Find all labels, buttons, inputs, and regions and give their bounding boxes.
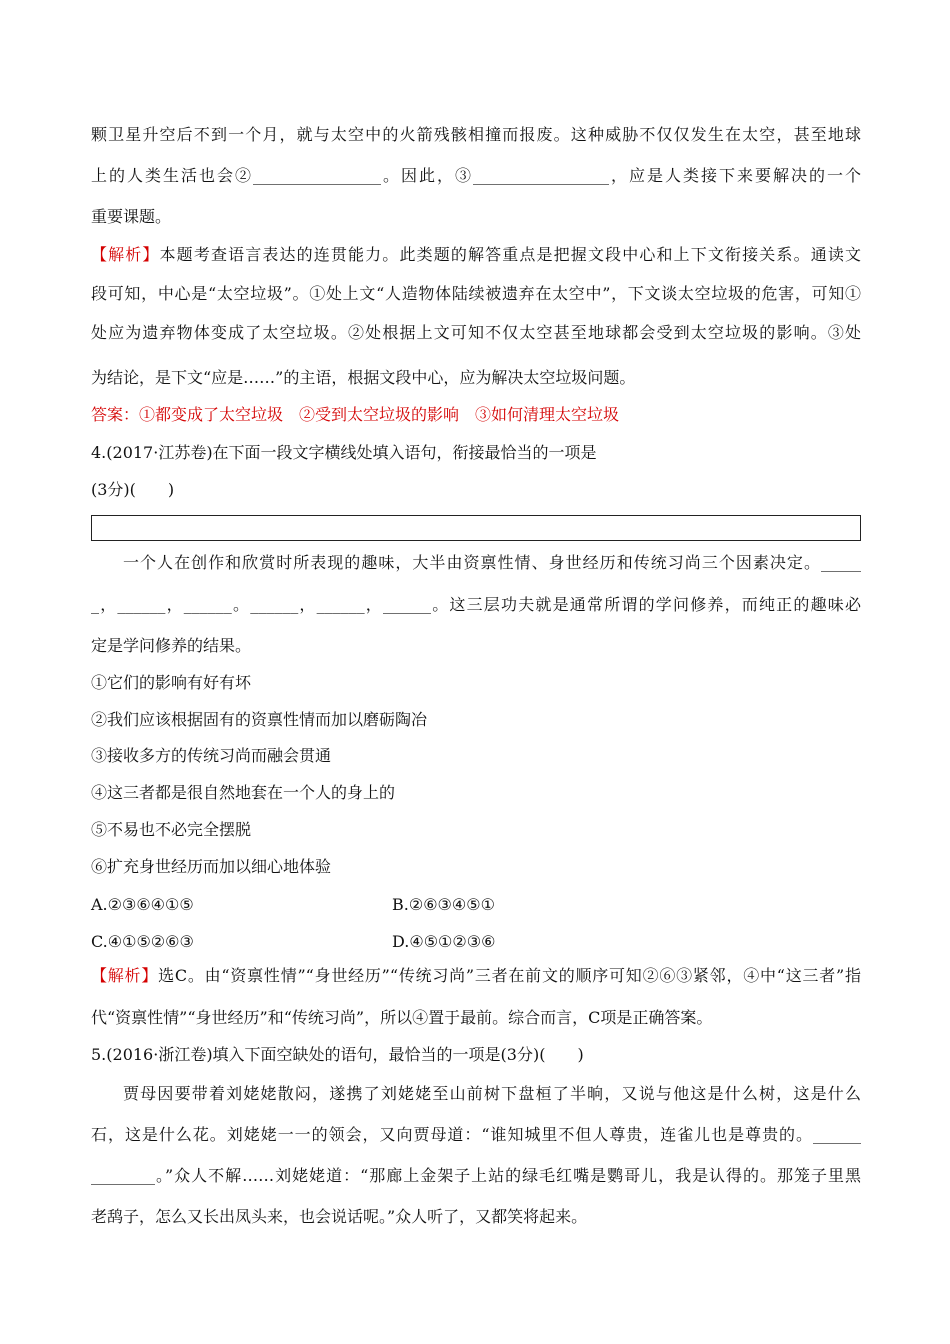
q3-analysis-line-2: 段可知，中心是“太空垃圾”。①处上文“人造物体陆续被遗弃在太空中”，下文谈太空垃圾的危害，可知① <box>91 284 861 303</box>
q5-passage-line-3: ________。”众人不解……刘姥姥道：“那廊上金架子上站的绿毛红嘴是鹦哥儿，我是认得的。那笼子里黑 <box>91 1166 861 1185</box>
q3-analysis-text-1: 本题考查语言表达的连贯能力。此类题的解答重点是把握文段中心和上下文衔接关系。通读文 <box>159 245 861 264</box>
q3-passage-line-2: 上的人类生活也会②________________。因此，③_________________，应是人类接下来要解决的一个 <box>91 166 861 185</box>
q4-analysis-line-1 <box>91 966 861 986</box>
q3-passage-line-3: 重要课题。 <box>91 207 172 226</box>
q5-passage-line-1: 贾母因要带着刘姥姥散闷，遂携了刘姥姥至山前树下盘桓了半晌，又说与他这是什么树，这是什么 <box>123 1084 861 1103</box>
q4-analysis-line-2: 代“资禀性情”“身世经历”和“传统习尚”，所以④置于最前。综合而言，C项是正确答案。 <box>91 1008 713 1027</box>
q4-item-2: ②我们应该根据固有的资禀性情而加以磨砺陶冶 <box>91 710 428 729</box>
q4-stem-line-1: 4.(2017·江苏卷)在下面一段文字横线处填入语句，衔接最恰当的一项是 <box>91 443 597 462</box>
q4-option-a: A.②③⑥④①⑤ <box>91 895 194 914</box>
q3-answer: 答案：①都变成了太空垃圾 ②受到太空垃圾的影响 ③如何清理太空垃圾 <box>91 405 620 424</box>
q4-item-1: ①它们的影响有好有坏 <box>91 673 252 692</box>
q4-item-5: ⑤不易也不必完全摆脱 <box>91 820 252 839</box>
q5-stem: 5.(2016·浙江卷)填入下面空缺处的语句，最恰当的一项是(3分)( ) <box>91 1045 584 1064</box>
q4-passage-line-2: _，______，______。______，______，______。这三层功夫就是通常所谓的学问修养，而纯正的趣味必 <box>91 595 861 614</box>
q5-passage-line-4: 老鸹子，怎么又长出凤头来，也会说话呢。”众人听了，又都笑将起来。 <box>91 1207 588 1226</box>
q4-item-4: ④这三者都是很自然地套在一个人的身上的 <box>91 783 396 802</box>
q4-item-3: ③接收多方的传统习尚而融会贯通 <box>91 746 332 765</box>
analysis-tag: 【解析】 <box>91 966 159 985</box>
analysis-tag: 【解析】 <box>91 245 160 264</box>
q3-analysis-line-1 <box>91 245 861 265</box>
q3-analysis-line-3: 处应为遗弃物体变成了太空垃圾。②处根据上文可知不仅太空甚至地球都会受到太空垃圾的影响。③处 <box>91 323 861 342</box>
q4-analysis-text-1: 选C。由“资禀性情”“身世经历”“传统习尚”三者在前文的顺序可知②⑥③紧邻，④中“这三者”指 <box>158 966 861 985</box>
q4-empty-box <box>91 515 861 541</box>
q4-option-d: D.④⑤①②③⑥ <box>392 932 496 951</box>
q4-passage-line-3: 定是学问修养的结果。 <box>91 636 252 655</box>
q4-option-c: C.④①⑤②⑥③ <box>91 932 194 951</box>
q3-analysis-line-4: 为结论，是下文“应是……”的主语，根据文段中心，应为解决太空垃圾问题。 <box>91 368 636 387</box>
q4-passage-line-1: 一个人在创作和欣赏时所表现的趣味，大半由资禀性情、身世经历和传统习尚三个因素决定。_____ <box>123 553 861 572</box>
q4-item-6: ⑥扩充身世经历而加以细心地体验 <box>91 857 332 876</box>
q3-passage-line-1: 颗卫星升空后不到一个月，就与太空中的火箭残骸相撞而报废。这种威胁不仅仅发生在太空，甚至地球 <box>91 125 861 144</box>
q4-stem-line-2: (3分)( ) <box>91 480 175 499</box>
q5-passage-line-2: 石，这是什么花。刘姥姥一一的领会，又向贾母道：“谁知城里不但人尊贵，连雀儿也是尊贵的。______ <box>91 1125 861 1144</box>
q4-option-b: B.②⑥③④⑤① <box>392 895 495 914</box>
